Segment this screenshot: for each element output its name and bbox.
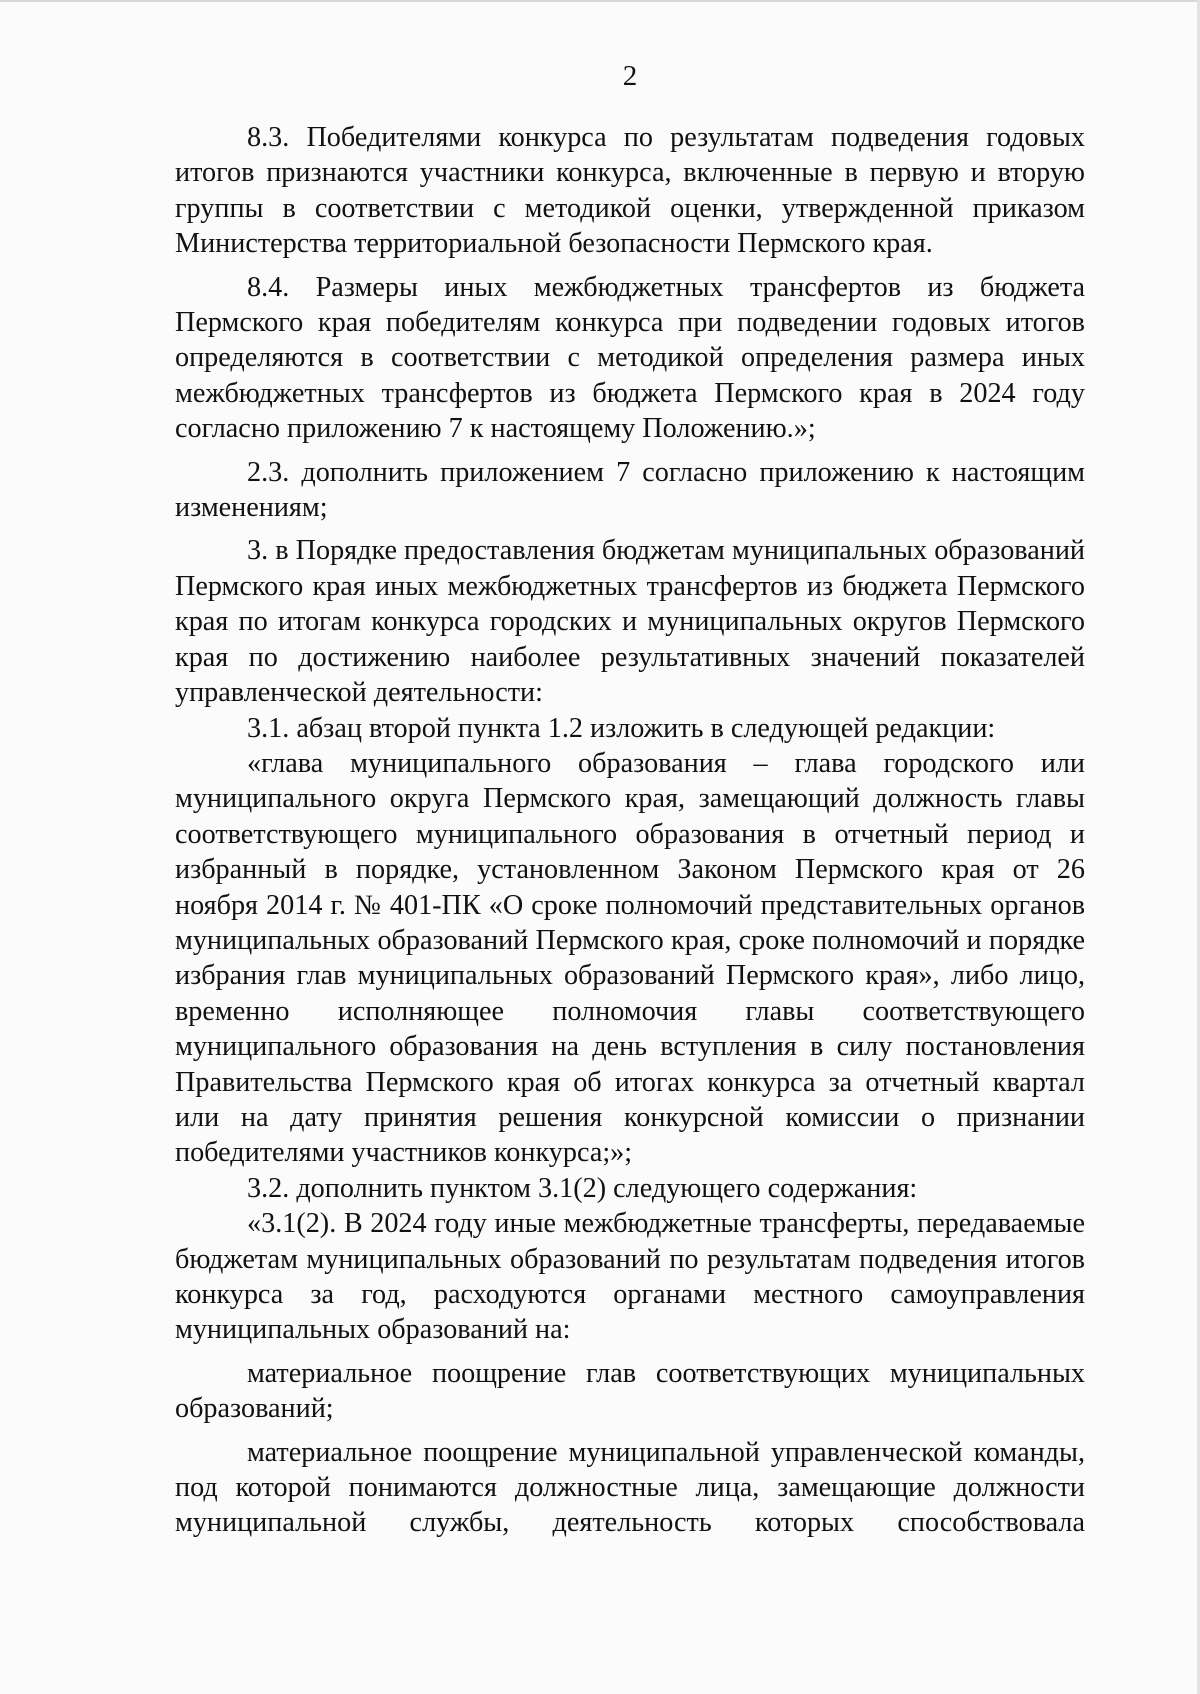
document-body	[175, 120, 1085, 1541]
paragraph-3-1: 3.1. абзац второй пункта 1.2 изложить в следующей редакции:	[247, 712, 996, 744]
paragraph-3-2: 3.2. дополнить пунктом 3.1(2) следующего содержания:	[247, 1172, 918, 1204]
scan-edge-top	[0, 0, 1200, 2]
paragraph-3-1-2: «3.1(2). В 2024 году иные межбюджетные трансферты, передаваемые бюджетам муниципальных образований по результатам подведения итогов конкурса за год, расходуются органами местного самоуправления муниципальных образований на:	[175, 1208, 1085, 1346]
paragraph-bonus-heads: материальное поощрение глав соответствующих муниципальных образований;	[175, 1357, 1085, 1425]
page-number: 2	[622, 60, 638, 92]
paragraph-3: 3. в Порядке предоставления бюджетам муниципальных образований Пермского края иных межбюджетных трансфертов из бюджета Пермского края по итогам конкурса городских и муниципальных округов Пермского края по достижению наиболее результативных значений показателей управленческой деятельности:	[175, 535, 1085, 709]
paragraph-8-4: 8.4. Размеры иных межбюджетных трансфертов из бюджета Пермского края победителям конкурса при подведении годовых итогов определяются в соответствии с методикой определения размера иных межбюджетных трансфертов из бюджета Пермского края в 2024 году согласно приложению 7 к настоящему Положению.»;	[175, 271, 1085, 445]
paragraph-2-3: 2.3. дополнить приложением 7 согласно приложению к настоящим изменениям;	[175, 456, 1085, 524]
paragraph-quote-glava: «глава муниципального образования – глава городского или муниципального округа Пермского края, замещающий должность главы соответствующего муниципального образования в отчетный период и избранный в порядке, установленном Законом Пермского края от 26 ноября 2014 г. № 401-ПК «О сроке полномочий представительных органов муниципальных образований Пермского края, сроке полномочий и порядке избрания глав муниципальных образований Пермского края», либо лицо, временно исполняющее полномочия главы соответствующего муниципального образования на день вступления в силу постановления Правительства Пермского края об итогах конкурса за отчетный квартал или на дату принятия решения конкурсной комиссии о признании победителями участников конкурса;»;	[175, 747, 1085, 1169]
paragraph-bonus-team: материальное поощрение муниципальной управленческой команды, под которой понимаются должностные лица, замещающие должности муниципальной службы, деятельность которых способствовала	[175, 1436, 1085, 1539]
paragraph-8-3: 8.3. Победителями конкурса по результатам подведения годовых итогов признаются участники конкурса, включенные в первую и вторую группы в соответствии с методикой оценки, утвержденной приказом Министерства территориальной безопасности Пермского края.	[175, 122, 1085, 260]
